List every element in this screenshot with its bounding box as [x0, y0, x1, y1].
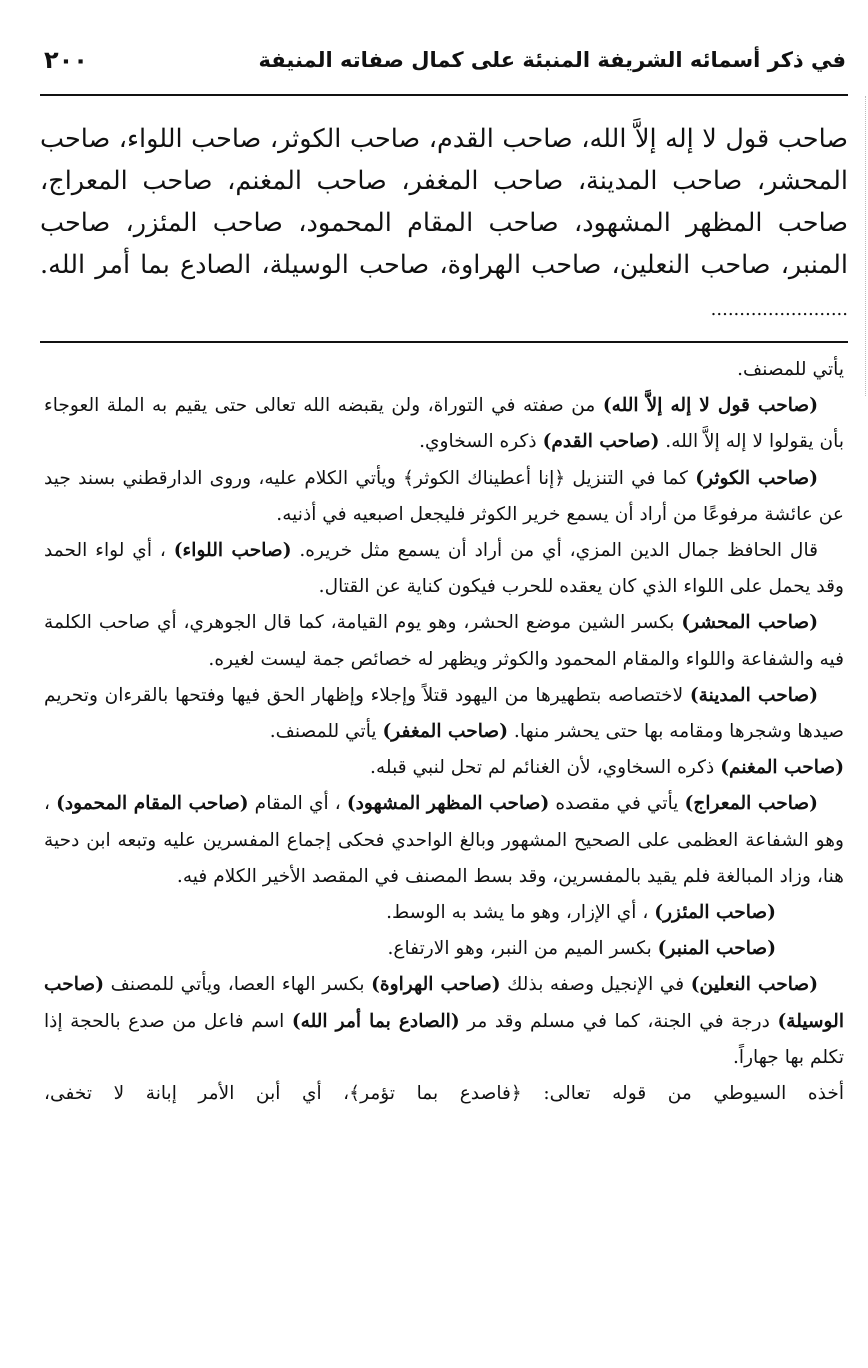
commentary-paragraph: [44, 533, 844, 605]
commentary-paragraph: [44, 895, 844, 931]
commentary-paragraph: [44, 1076, 844, 1112]
lemma: (صاحب المظهر المشهود): [346, 793, 550, 815]
commentary-text: لاختصاصه بتطهيرها من اليهود قتلاً وإجلاء وإظهار الحق فيها وفتحها بالقرءان وتحريم صيدها وشجرها ومقامه بها حتى يحشر منها.: [44, 684, 844, 743]
commentary-text: ، أي لواء الحمد وقد يحمل على اللواء الذي كان يعقده للحرب فيكون كناية عن القتال.: [44, 540, 844, 598]
commentary-text: ، أي الإزار، وهو ما يشد به الوسط.: [386, 902, 655, 924]
main-text-body: صاحب قول لا إله إلاَّ الله، صاحب القدم، صاحب الكوثر، صاحب اللواء، صاحب المحشر، صاحب المدينة، صاحب المغفر، صاحب المغنم، صاحب المعراج، صاحب المظهر المشهود، صاحب المقام المحمود، صاحب المئزر، صاحب المنبر، صاحب النعلين، صاحب الهراوة، صاحب الوسيلة، الصادع بما أمر الله.: [40, 124, 848, 280]
lemma: (صاحب النعلين): [690, 974, 818, 996]
commentary-paragraph: [44, 605, 844, 677]
lemma: (صاحب المئزر): [654, 902, 776, 924]
commentary-text: من صفته في التوراة، ولن يقبضه الله تعالى حتى يقيم به الملة العوجاء بأن يقولوا لا إله إلاَّ الله.: [44, 395, 844, 453]
lemma: (صاحب الهراوة): [371, 974, 501, 996]
continuation-dots: ........................: [710, 299, 848, 320]
commentary-paragraph: [44, 352, 844, 388]
lemma: (صاحب المدينة): [689, 684, 818, 706]
lemma: (صاحب المنبر): [657, 938, 776, 960]
commentary-text: يأتي للمصنف.: [737, 359, 844, 380]
lemma: (صاحب المغنم): [720, 757, 844, 779]
binding-edge-mark: [863, 96, 866, 396]
lemma: (صاحب الوسيلة): [44, 974, 844, 1032]
commentary-text: أخذه السيوطي من قوله تعالى: ﴿فاصدع بما تؤمر﴾، أي أبن الأمر إبانة لا تخفى،: [44, 1083, 844, 1105]
lemma: (صاحب القدم): [542, 431, 660, 453]
commentary-paragraph: [44, 786, 844, 895]
commentary-text: ذكره السخاوي.: [419, 431, 543, 453]
commentary-paragraph: [44, 388, 844, 460]
page-header: [30, 42, 846, 86]
commentary-text: قال الحافظ جمال الدين المزي، أي من أراد أن يسمع مثل خريره.: [291, 540, 818, 562]
lemma: (صاحب المعراج): [684, 793, 818, 815]
commentary-text: يأتي في مقصده: [549, 793, 685, 815]
commentary-paragraph: [44, 750, 844, 786]
lemma: (صاحب المغفر): [382, 721, 508, 743]
commentary-text: ذكره السخاوي، لأن الغنائم لم تحل لنبي قبله.: [370, 757, 721, 779]
commentary-text: اسم فاعل من صدع بالحجة إذا تكلم بها جهاراً.: [44, 1010, 844, 1068]
lemma: (صاحب المحشر): [681, 612, 818, 634]
commentary-paragraph: [44, 678, 844, 750]
commentary-text: درجة في الجنة، كما في مسلم وقد مر: [459, 1010, 778, 1032]
lemma: (صاحب قول لا إله إلاَّ الله): [602, 395, 818, 417]
header-divider: [40, 94, 848, 96]
lemma: (الصادع بما أمر الله): [291, 1010, 460, 1032]
main-text-divider: [40, 341, 848, 343]
commentary-text: كما في التنزيل ﴿إنا أعطيناك الكوثر﴾ ويأتي الكلام عليه، وروى الدارقطني بسند جيد عن عائشة مرفوعًا من أراد أن يسمع خرير الكوثر فليجعل اصبعيه في أذنيه.: [44, 467, 844, 525]
commentary-text: يأتي للمصنف.: [269, 721, 383, 743]
commentary-text: بكسر الشين موضع الحشر، وهو يوم القيامة، كما قال الجوهري، أي صاحب الكلمة فيه والشفاعة واللواء والمقام المحمود والكوثر ويظهر له خصائص جمة ليست لغيره.: [44, 612, 844, 670]
main-text: [40, 118, 848, 331]
lemma: (صاحب اللواء): [173, 540, 292, 562]
running-title: في ذكر أسمائه الشريفة المنبئة على كمال صفاته المنيفة: [258, 48, 846, 72]
commentary-text: بكسر الهاء العصا، ويأتي للمصنف: [104, 974, 372, 996]
commentary-paragraph: [44, 461, 844, 533]
lemma: (صاحب الكوثر): [695, 467, 818, 489]
commentary: [44, 352, 844, 1112]
commentary-text: ، وهو الشفاعة العظمى على الصحيح المشهور وبالغ الواحدي فحكى إجماع المفسرين عليه وتبعه ابن دحية هنا، وزاد المبالغة فلم يقيد بالمفسرين، وقد بسط المصنف في المقصد الأخير الكلام فيه.: [44, 793, 844, 887]
main-text-paragraph: [40, 118, 848, 331]
commentary-paragraph: [44, 931, 844, 967]
commentary-paragraph: [44, 967, 844, 1076]
commentary-text: في الإنجيل وصفه بذلك: [500, 974, 691, 996]
commentary-text: ، أي المقام: [248, 793, 347, 815]
page-number: ٢٠٠: [44, 46, 88, 74]
lemma: (صاحب المقام المحمود): [56, 793, 249, 815]
commentary-text: بكسر الميم من النبر، وهو الارتفاع.: [387, 938, 658, 960]
